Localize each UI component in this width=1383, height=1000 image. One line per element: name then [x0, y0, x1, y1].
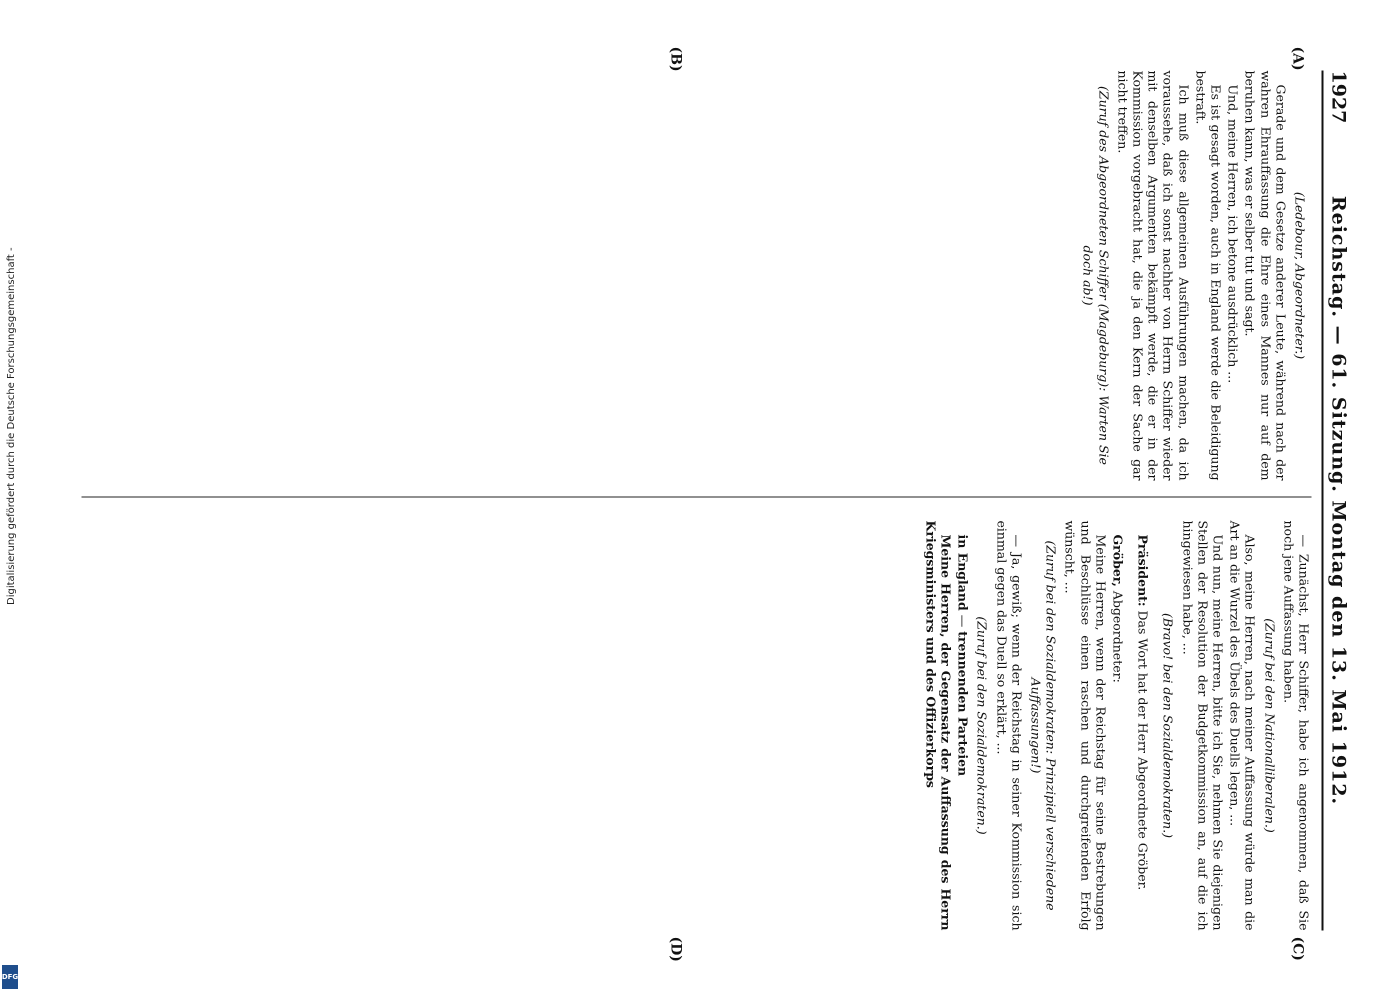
page-number: 1927: [1327, 70, 1349, 123]
column-divider: [81, 496, 1311, 497]
speaker-name: Gröber,: [1109, 534, 1125, 587]
applause-note: (Bravo! bei den Sozialdemokraten.): [1160, 612, 1176, 838]
page-header: [1321, 70, 1353, 930]
interjection: (Zuruf des Abgeordneten Schiffer (Magdeburg): Warten Sie doch ab!): [1080, 85, 1111, 465]
left-column: [81, 70, 1311, 480]
margin-letter-d: (D): [667, 936, 683, 962]
margin-letter-a: (A): [1289, 46, 1305, 71]
interjection: (Zuruf bei den Sozialdemokraten.): [974, 615, 990, 835]
speaker-reference: (Ledebour, Abgeordneter.): [1292, 191, 1307, 359]
paragraph: Ich muß diese allgemeinen Ausführungen machen, da ich voraussehe, daß ich sonst nachher von Herrn Schiffer wieder mit denselben Argumenten bekämpft werde, die er in der Kommission vorgebracht hat, die ja den Kern der Sache gar nicht treffen.: [1114, 70, 1191, 480]
paragraph: Und, meine Herren, ich betone ausdrücklich ...: [1225, 84, 1241, 383]
interjection: (Zuruf bei den Nationalliberalen.): [1261, 617, 1277, 833]
right-column: [81, 520, 1311, 930]
paragraph: Meine Herren, wenn der Reichstag für seine Bestrebungen und Beschlüsse einen raschen und durchgreifenden Erfolg wünscht, ...: [1062, 520, 1108, 930]
dfg-logo: DFG: [2, 965, 18, 989]
president-text: Das Wort hat der Herr Abgeordnete Gröber.: [1135, 610, 1151, 890]
emphasis: trennenden Parteien: [955, 630, 971, 776]
digitization-credit: Digitalisierung gefördert durch die Deutsche Forschungsgemeinschaft -: [6, 247, 17, 605]
paragraph: in England — trennenden Parteien: [955, 534, 971, 776]
president-speech: [1135, 520, 1150, 930]
paragraph: Also, meine Herren, nach meiner Auffassung würde man die Art an die Wurzel des Übels des Duells legen, ...: [1227, 520, 1258, 930]
margin-letter-b: (B): [667, 46, 683, 72]
closing-line: Meine Herren, der Gegensatz der Auffassung des Herrn Kriegsministers und des Offizierkorps: [922, 520, 953, 930]
paragraph: Gerade und dem Gesetze anderer Leute, während nach der wahren Ehrauffassung die Ehre eines Mannes nur auf dem beruhen kann, was er selber tut und sagt.: [1242, 70, 1288, 480]
president-label: Präsident:: [1135, 534, 1151, 607]
emphasis: in England: [955, 534, 971, 611]
interjection: (Zuruf bei den Sozialdemokraten: Prinzipiell verschiedene Auffassungen!): [1027, 539, 1059, 911]
speaker-role: Abgeordneter:: [1109, 590, 1125, 683]
paragraph: Und nun, meine Herren, bitte ich Sie, nehmen Sie diejenigen Stellen der Resolution der Budgetkommission an, auf die ich hingewiesen habe, ...: [1179, 520, 1225, 930]
speaker-intro: [1110, 520, 1125, 930]
margin-letter-c: (C): [1289, 936, 1305, 961]
running-title: Reichstag. — 61. Sitzung. Montag den 13. Mai 1912.: [1327, 195, 1349, 805]
paragraph: — Zunächst, Herr Schiffer, habe ich angenommen, daß Sie noch jene Auffassung haben.: [1280, 520, 1311, 930]
paragraph: Es ist gesagt worden, auch in England werde die Beleidigung bestraft.: [1192, 70, 1223, 480]
paragraph: — Ja, gewiß; wenn der Reichstag in seiner Kommission sich einmal gegen das Duell so erklärt, ...: [993, 520, 1024, 930]
